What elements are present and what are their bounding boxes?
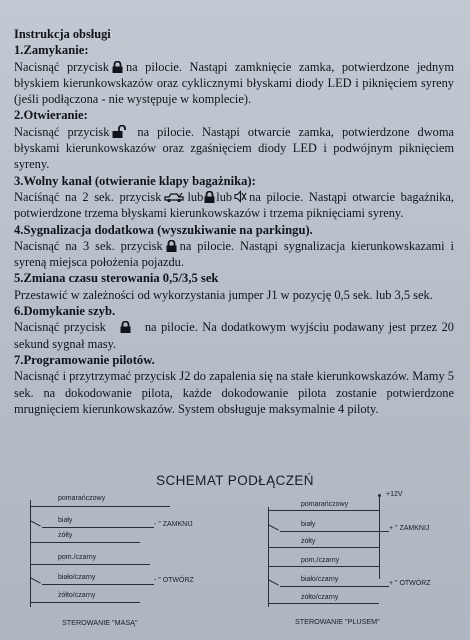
- relay-switch: [268, 524, 279, 531]
- wire-label: pom./czarny: [301, 557, 340, 564]
- wire-label: żółty: [301, 538, 316, 545]
- relay-switch: [30, 520, 41, 527]
- wire-line: [30, 602, 140, 603]
- output-otworz: - " OTWÓRZ: [154, 577, 194, 584]
- supply-label: +12V: [386, 491, 403, 498]
- wire-line: [30, 506, 170, 507]
- wire-label: biały: [58, 517, 73, 524]
- output-zamknij: + " ZAMKNIJ: [389, 525, 430, 532]
- section-text: Naciśnąć na 2 sek. przycisk lub lub na pilocie. Nastąpi otwarcie bagażnika, potwierdzone trzema błyskami kierunkowskazów i trzema piknięciami syreny.: [14, 189, 454, 221]
- wire-line: [268, 547, 379, 548]
- wire-label: pomarańczowy: [301, 501, 349, 508]
- wire-label: żółty: [58, 532, 73, 539]
- relay-switch: [268, 579, 279, 586]
- section-heading: 5.Zmiana czasu sterowania 0,5/3,5 sek: [14, 271, 219, 286]
- wire-line: [280, 531, 389, 532]
- diagram-plus-control: [235, 0, 470, 640]
- wire-label: pomarańczowy: [58, 495, 106, 502]
- wire-line: [268, 566, 379, 567]
- section-text: Przestawić w zależności od wykorzystania jumper J1 w pozycję 0,5 sek. lub 3,5 sek.: [14, 287, 433, 302]
- output-zamknij: - " ZAMKNIJ: [154, 521, 193, 528]
- section-heading: 1.Zamykanie:: [14, 43, 89, 58]
- page-title: Instrukcja obsługi: [14, 27, 111, 41]
- diagram-bus-line: [268, 507, 269, 607]
- relay-switch: [30, 577, 41, 584]
- section-heading: 3.Wolny kanał (otwieranie klapy bagażnika):: [14, 173, 256, 188]
- section-text: Nacisnąć i przytrzymać przycisk J2 do zapalenia się na stałe kierunkowskazów. Mamy 5 sek. na dokodowanie pilota, każde dokodowanie pilota zostanie potwierdzone mrugnięciem kierunkowskazów. System obsługuje maksymalnie 4 piloty.: [14, 369, 454, 416]
- diagram-caption: STEROWANIE "MASĄ": [62, 618, 138, 627]
- wire-label: żółto/czarny: [58, 592, 96, 599]
- section-text: Nacisnąć przycisk na pilocie. Nastąpi otwarcie zamka, potwierdzone dwoma błyskami kierunkowskazów oraz zgaśnięciem diody LED i podwójnym piknięciem syreny.: [14, 124, 454, 172]
- output-otworz: + " OTWÓRZ: [389, 580, 431, 587]
- section-heading: 6.Domykanie szyb.: [14, 304, 116, 319]
- diagram-caption: STEROWANIE "PLUSEM": [295, 617, 380, 626]
- section-heading: 7.Programowanie pilotów.: [14, 352, 155, 367]
- wire-line: [30, 564, 150, 565]
- wire-line: [30, 542, 140, 543]
- wire-label: żółto/czarny: [301, 594, 339, 601]
- section-text: Nacisnąć przycisk na pilocie. Na dodatkowym wyjściu podawany jest przez 20 sekund sygnał masy.: [14, 320, 455, 351]
- diagram-bus-line: [30, 500, 31, 607]
- supply-bus-line: [379, 497, 380, 579]
- schematic-title: SCHEMAT PODŁĄCZEŃ: [156, 473, 314, 488]
- wire-label: biały: [301, 521, 316, 528]
- wire-label: biało/czarny: [58, 574, 96, 581]
- wire-line: [268, 603, 379, 604]
- wire-line: [268, 510, 379, 511]
- wire-line: [280, 586, 389, 587]
- section-text: Nacisnąć przycisk na pilocie. Nastąpi zamknięcie zamka, potwierdzone jednym błyskiem kierunkowskazów oraz cyklicznymi błyskami diody LED i piknięciem syreny (jeśli podłączona - nie występuje w komplecie).: [14, 59, 455, 107]
- section-heading: 2.Otwieranie:: [14, 108, 88, 123]
- wire-label: biało/czarny: [301, 576, 339, 583]
- wire-line: [42, 527, 154, 528]
- wire-label: pom./czarny: [58, 554, 97, 561]
- section-text: Nacisnąć na 3 sek. przycisk na pilocie. Nastąpi sygnalizacja kierunkowskazami i syreną miejsca położenia pojazdu.: [14, 238, 454, 270]
- wire-line: [42, 584, 154, 585]
- section-heading: 4.Sygnalizacja dodatkowa (wyszukiwanie na parkingu).: [14, 222, 313, 237]
